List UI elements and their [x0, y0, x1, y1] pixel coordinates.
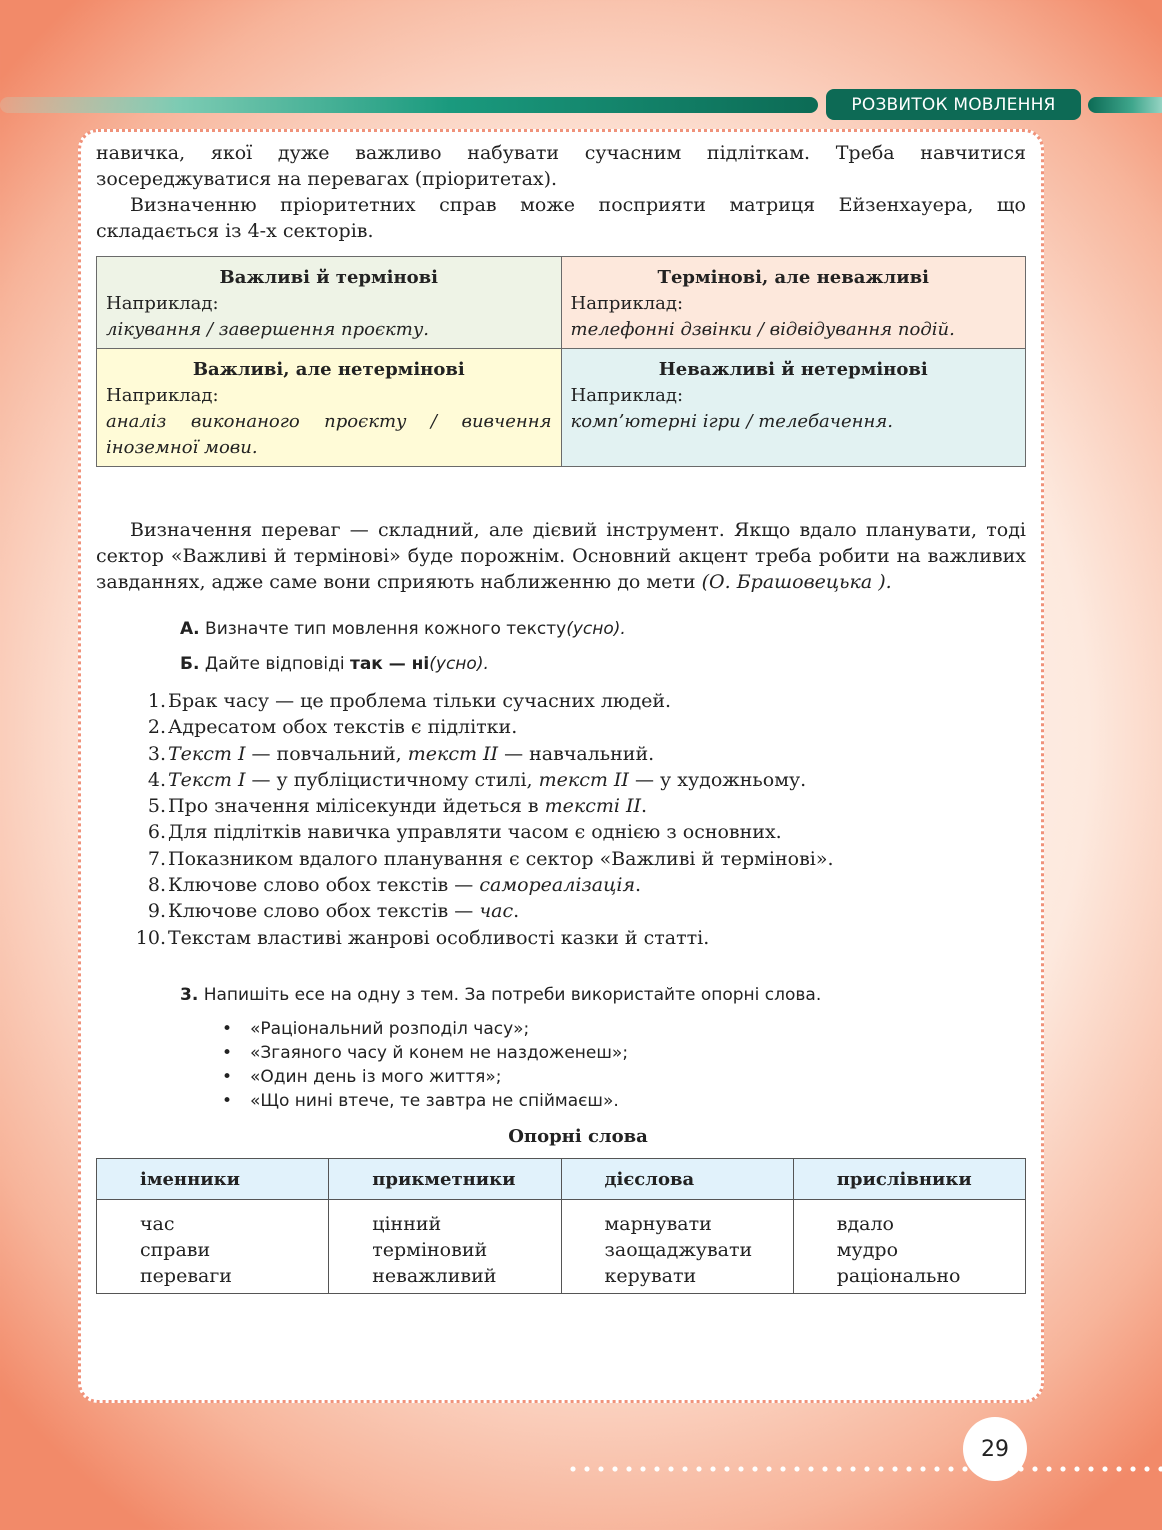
statement-emphasis: текст II: [407, 742, 499, 765]
statement-fragment: .: [513, 900, 520, 923]
statement-text: [168, 688, 671, 714]
summary-paragraph: [96, 517, 1026, 595]
statement-item: [128, 688, 834, 714]
statement-number: 3.: [147, 742, 166, 765]
column-header: іменники: [97, 1159, 329, 1200]
word: цінний: [372, 1213, 442, 1235]
page-number: 29: [963, 1417, 1027, 1481]
statement-list: [128, 688, 834, 951]
table-row: [97, 1200, 1026, 1294]
word: керувати: [604, 1265, 697, 1287]
statement-number: 7.: [147, 847, 166, 870]
statement-emphasis: тексті II: [544, 795, 642, 818]
statement-fragment: — у публіцистичному стилі,: [245, 768, 539, 791]
essay-topic: «Що нині втече, те завтра не спіймаєш».: [250, 1091, 619, 1111]
list-item: [222, 1041, 628, 1065]
matrix-cell-title: Термінові, але неважливі: [657, 267, 929, 288]
word: вдало: [836, 1213, 894, 1235]
list-item: [222, 1065, 628, 1089]
statement-emphasis: час: [479, 900, 514, 923]
word: марнувати: [604, 1213, 712, 1235]
statement-item: [128, 714, 834, 740]
word-cell: [329, 1200, 561, 1294]
table-header-row: [97, 1159, 1026, 1200]
statement-item: [128, 819, 834, 845]
matrix-cell-title: Важливі, але нетермінові: [192, 359, 465, 380]
task-a-note: (усно).: [566, 619, 626, 639]
statement-text: [168, 793, 647, 819]
column-header: прикметники: [329, 1159, 561, 1200]
matrix-cell-example: лікування / завершення проєкту.: [106, 319, 430, 340]
word: мудро: [836, 1239, 899, 1261]
word: переваги: [140, 1265, 232, 1287]
statement-text: [168, 819, 782, 845]
column-header: прислівники: [793, 1159, 1025, 1200]
statement-emphasis: самореалізація: [479, 874, 636, 897]
statement-number: 5.: [147, 795, 166, 818]
statement-fragment: Про значення мілісекунди йдеться в: [168, 795, 545, 818]
essay-instruction: Напишіть есе на одну з тем. За потреби використайте опорні слова.: [203, 985, 822, 1005]
statement-fragment: Показником вдалого планування є сектор «Важливі й термінові».: [168, 847, 834, 870]
statement-fragment: Текстам властиві жанрові особливості казки й статті.: [168, 926, 710, 949]
statement-fragment: Для підлітків навичка управляти часом є однією з основних.: [168, 821, 782, 844]
bullet-icon: •: [222, 1067, 233, 1087]
list-item: [222, 1089, 628, 1113]
word-cell: [561, 1200, 793, 1294]
essay-task: [180, 984, 821, 1006]
footer-dots: [566, 1464, 1162, 1474]
list-item: [222, 1017, 628, 1041]
statement-item: [128, 767, 834, 793]
task-a-letter: А.: [180, 619, 200, 639]
bullet-icon: •: [222, 1019, 233, 1039]
essay-topic: «Раціональний розподіл часу»;: [250, 1019, 530, 1039]
section-tag: РОЗВИТОК МОВЛЕННЯ: [826, 89, 1081, 120]
statement-item: [128, 925, 834, 951]
word: неважливий: [372, 1265, 497, 1287]
statement-text: [168, 872, 641, 898]
word: терміновий: [372, 1239, 488, 1261]
essay-topic: «Згаяного часу й конем не наздоженеш»;: [250, 1043, 629, 1063]
task-a-text: Визначте тип мовлення кожного тексту: [205, 619, 567, 639]
matrix-cell-label: Наприклад:: [106, 293, 219, 314]
statement-emphasis: Текст I: [168, 742, 246, 765]
statement-fragment: .: [635, 874, 642, 897]
statement-text: [168, 846, 834, 872]
task-b: [180, 653, 489, 675]
statement-text: [168, 898, 519, 924]
task-b-letter: Б.: [180, 654, 200, 674]
column-header: дієслова: [561, 1159, 793, 1200]
word: заощаджувати: [604, 1239, 753, 1261]
statement-number: 6.: [147, 821, 166, 844]
statement-number: 2.: [147, 716, 166, 739]
word-cell: [97, 1200, 329, 1294]
summary-text: Визначення переваг — складний, але дієвий інструмент. Якщо вдало планувати, тоді сектор «Важливі й термінові» буде порожнім. Основний акцент треба робити на важливих завданнях, адже саме вони сприяють наближенню до мети: [96, 519, 1026, 593]
statement-number: 8.: [147, 874, 166, 897]
word: час: [140, 1213, 175, 1235]
statement-fragment: Брак часу — це проблема тільки сучасних людей.: [168, 690, 672, 712]
statement-item: [128, 793, 834, 819]
statement-fragment: Ключове слово обох текстів —: [168, 900, 480, 923]
bullet-icon: •: [222, 1091, 233, 1111]
statement-text: [168, 767, 806, 793]
support-words-title: Опорні слова: [508, 1126, 648, 1147]
statement-number: 1.: [147, 690, 166, 712]
statement-emphasis: текст II: [538, 768, 629, 791]
statement-item: [128, 741, 834, 767]
task-b-note: (усно).: [429, 654, 489, 674]
matrix-cell-title: Неважливі й нетермінові: [658, 359, 928, 380]
essay-topic-list: [222, 1017, 628, 1113]
statement-fragment: Адресатом обох текстів є підлітки.: [168, 716, 518, 739]
word: справи: [140, 1239, 211, 1261]
essay-number: 3.: [180, 985, 199, 1005]
matrix-cell-example: аналіз виконаного проєкту / вивчення іноземної мови.: [106, 411, 552, 458]
matrix-cell-label: Наприклад:: [106, 385, 219, 406]
matrix-cell-example: телефонні дзвінки / відвідування подій.: [570, 319, 955, 340]
statement-number: 10.: [135, 926, 166, 949]
matrix-cell-not-important: [561, 349, 1026, 467]
statement-item: [128, 898, 834, 924]
statement-text: [168, 714, 517, 740]
statement-emphasis: Текст I: [168, 768, 246, 791]
statement-text: [168, 925, 709, 951]
statement-fragment: Ключове слово обох текстів —: [168, 874, 480, 897]
matrix-cell-example: комп’ютерні ігри / телебачення.: [570, 411, 893, 432]
statement-item: [128, 846, 834, 872]
statement-fragment: — повчальний,: [245, 742, 408, 765]
intro-paragraph-1: навичка, якої дуже важливо набувати сучасним підліткам. Треба навчитися зосереджуватися на перевагах (пріоритетах).: [96, 142, 1026, 190]
matrix-cell-label: Наприклад:: [570, 385, 684, 406]
statement-fragment: — навчальний.: [498, 742, 655, 765]
statement-fragment: — у художньому.: [628, 768, 807, 791]
statement-fragment: .: [641, 795, 648, 818]
statement-text: [168, 741, 654, 767]
matrix-cell-important-not-urgent: [97, 349, 562, 467]
task-a: [180, 618, 626, 640]
matrix-cell-label: Наприклад:: [570, 293, 684, 314]
matrix-cell-important-urgent: [97, 257, 562, 349]
task-b-text: Дайте відповіді: [204, 654, 345, 674]
summary-author: (О. Брашовецька ).: [701, 571, 892, 593]
intro-paragraph-2: Визначенню пріоритетних справ може посприяти матриця Ейзенхауера, що складається із 4-х секторів.: [96, 194, 1026, 242]
matrix-cell-urgent-unimportant: [561, 257, 1026, 349]
eisenhower-matrix: [96, 256, 1026, 467]
word: раціонально: [836, 1265, 961, 1287]
statement-item: [128, 872, 834, 898]
support-words-table: [96, 1158, 1026, 1294]
statement-number: 4.: [147, 768, 166, 791]
bullet-icon: •: [222, 1043, 233, 1063]
word-cell: [793, 1200, 1025, 1294]
task-b-bold: так — ні: [349, 654, 430, 674]
statement-number: 9.: [147, 900, 166, 923]
essay-topic: «Один день із мого життя»;: [250, 1067, 502, 1087]
matrix-cell-title: Важливі й термінові: [219, 267, 438, 288]
